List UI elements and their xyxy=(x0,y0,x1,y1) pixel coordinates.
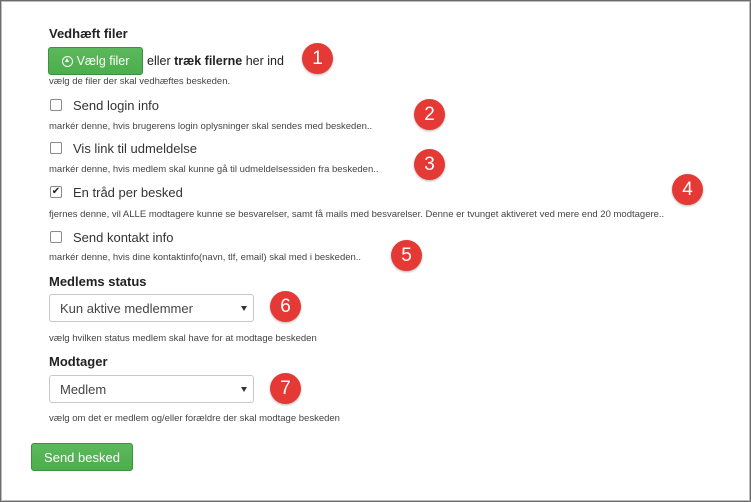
recipient-help: vælg om det er medlem og/eller forældre der skal modtage beskeden xyxy=(49,413,340,424)
member-status-select[interactable] xyxy=(49,294,254,322)
send-contact-info-checkbox[interactable] xyxy=(50,231,62,243)
annotation-badge-2: 2 xyxy=(414,99,445,130)
chevron-down-icon xyxy=(241,306,247,311)
member-status-help: vælg hvilken status medlem skal have for at modtage beskeden xyxy=(49,333,317,344)
recipient-value: Medlem xyxy=(60,381,107,397)
member-status-value: Kun aktive medlemmer xyxy=(60,300,193,316)
thread-per-message-label[interactable]: En tråd per besked xyxy=(73,185,183,200)
choose-files-button[interactable] xyxy=(48,47,143,75)
send-contact-info-label[interactable]: Send kontakt info xyxy=(73,230,174,245)
drop-bold: træk filerne xyxy=(174,54,243,68)
member-status-title: Medlems status xyxy=(49,274,147,289)
drop-zone-text[interactable] xyxy=(147,54,284,68)
annotation-badge-3: 3 xyxy=(414,149,445,180)
thread-per-message-help: fjernes denne, vil ALLE modtagere kunne se besvarelser, samt få mails med besvarelser. Denne er tvunget aktiveret ved mere end 20 modtagere.. xyxy=(49,209,665,220)
annotation-badge-7: 7 xyxy=(270,373,301,404)
drop-suffix: her ind xyxy=(245,54,284,68)
unsubscribe-link-label[interactable]: Vis link til udmeldelse xyxy=(73,141,198,156)
recipient-title: Modtager xyxy=(49,354,108,369)
annotation-badge-5: 5 xyxy=(391,240,422,271)
recipient-select[interactable] xyxy=(49,375,254,403)
attach-title: Vedhæft filer xyxy=(49,26,128,41)
send-login-info-label[interactable]: Send login info xyxy=(73,98,160,113)
thread-per-message-checkbox[interactable] xyxy=(50,186,62,198)
send-contact-info-help: markér denne, hvis dine kontaktinfo(navn, tlf, email) skal med i beskeden.. xyxy=(49,252,362,263)
unsubscribe-link-checkbox[interactable] xyxy=(50,142,62,154)
send-login-info-help: markér denne, hvis brugerens login oplysninger skal sendes med beskeden.. xyxy=(49,121,373,132)
annotation-badge-1: 1 xyxy=(302,43,333,74)
upload-icon xyxy=(62,56,73,67)
annotation-badge-4: 4 xyxy=(672,174,703,205)
send-message-button[interactable]: Send besked xyxy=(31,443,133,471)
choose-files-label: Vælg filer xyxy=(76,54,130,68)
drop-prefix: eller xyxy=(147,54,171,68)
chevron-down-icon xyxy=(241,387,247,392)
attach-help: vælg de filer der skal vedhæftes beskeden. xyxy=(49,76,231,87)
annotation-badge-6: 6 xyxy=(270,291,301,322)
checkmark-icon: ✔ xyxy=(51,186,61,197)
unsubscribe-link-help: markér denne, hvis medlem skal kunne gå til udmeldelsessiden fra beskeden.. xyxy=(49,164,379,175)
send-login-info-checkbox[interactable] xyxy=(50,99,62,111)
